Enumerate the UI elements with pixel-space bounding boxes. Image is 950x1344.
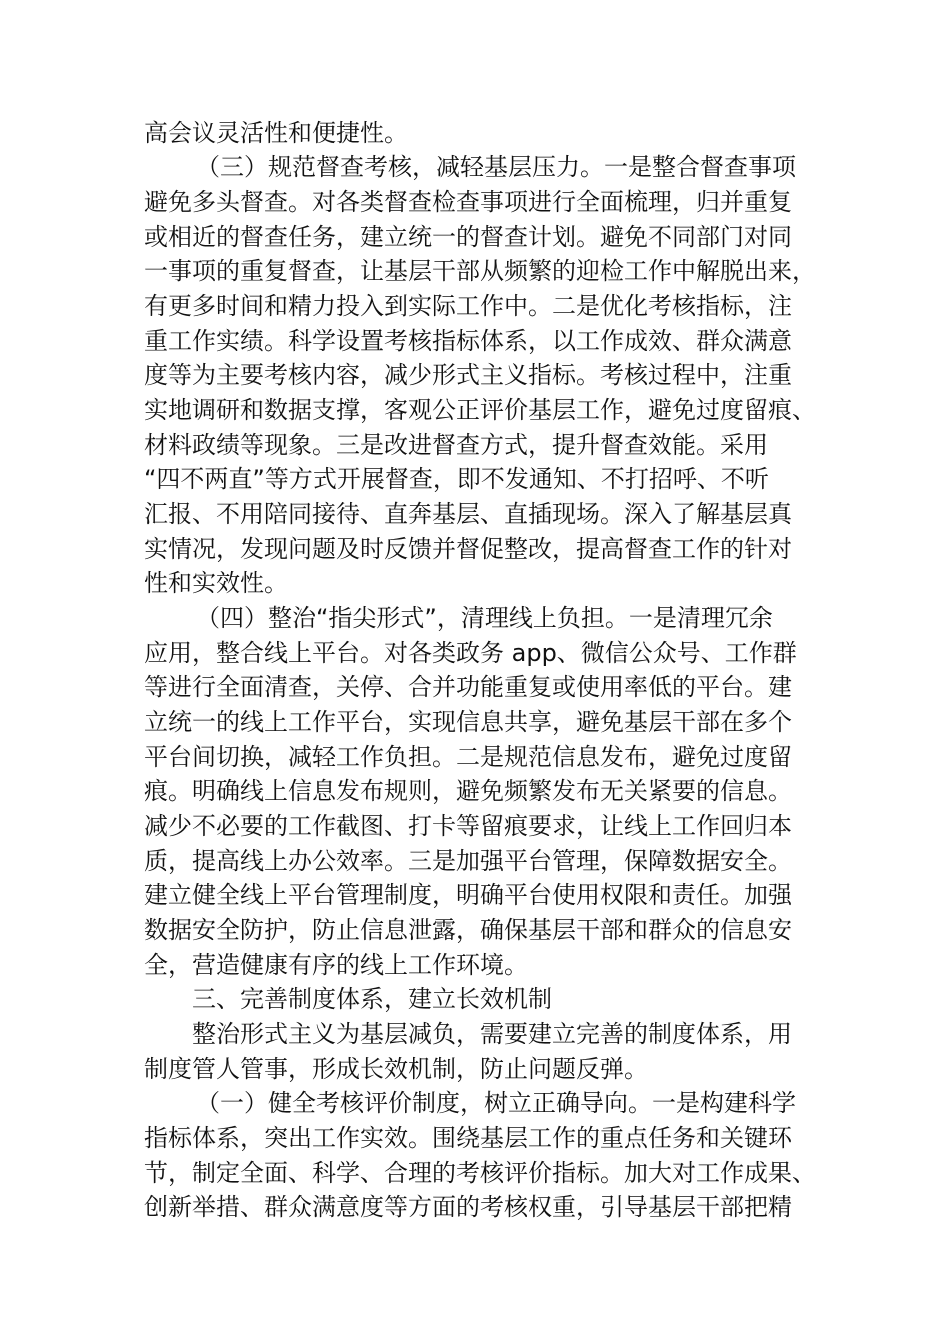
text-line: 等进行全面清查，关停、合并功能重复或使用率低的平台。建 [144, 673, 792, 701]
text-line: 实情况，发现问题及时反馈并督促整改，提高督查工作的针对 [144, 535, 792, 563]
text-line: 指标体系，突出工作实效。围绕基层工作的重点任务和关键环 [144, 1124, 792, 1152]
text-line: 全，营造健康有序的线上工作环境。 [144, 951, 528, 979]
text-line: 创新举措、群众满意度等方面的考核权重，引导基层干部把精 [144, 1193, 792, 1221]
text-line: 有更多时间和精力投入到实际工作中。二是优化考核指标，注 [144, 292, 792, 320]
text-line: 性和实效性。 [144, 569, 288, 597]
text-line: 整治形式主义为基层减负，需要建立完善的制度体系，用 [192, 1020, 792, 1048]
text-line: 重工作实绩。科学设置考核指标体系，以工作成效、群众满意 [144, 327, 792, 355]
text-line: 或相近的督查任务，建立统一的督查计划。避免不同部门对同 [144, 223, 792, 251]
text-line: 平台间切换，减轻工作负担。二是规范信息发布，避免过度留 [144, 743, 792, 771]
section-3-heading-line: （三）规范督查考核，减轻基层压力。一是整合督查事项 [196, 153, 796, 181]
text-line: 减少不必要的工作截图、打卡等留痕要求，让线上工作回归本 [144, 812, 792, 840]
text-line: 节，制定全面、科学、合理的考核评价指标。加大对工作成果、 [144, 1159, 816, 1187]
text-line: 制度管人管事，形成长效机制，防止问题反弹。 [144, 1055, 648, 1083]
text-line: 质，提高线上办公效率。三是加强平台管理，保障数据安全。 [144, 847, 792, 875]
text-line: 材料政绩等现象。三是改进督查方式，提升督查效能。采用 [144, 431, 768, 459]
text-line: 数据安全防护，防止信息泄露，确保基层干部和群众的信息安 [144, 916, 792, 944]
subsection-1-heading-line: （一）健全考核评价制度，树立正确导向。一是构建科学 [196, 1089, 796, 1117]
chapter-3-heading: 三、完善制度体系，建立长效机制 [192, 985, 552, 1013]
section-4-heading-line: （四）整治“指尖形式”，清理线上负担。一是清理冗余 [196, 604, 773, 632]
text-line: “四不两直”等方式开展督查，即不发通知、不打招呼、不听 [144, 465, 769, 493]
text-line: 实地调研和数据支撑，客观公正评价基层工作，避免过度留痕、 [144, 396, 816, 424]
text-line: 建立健全线上平台管理制度，明确平台使用权限和责任。加强 [144, 881, 792, 909]
text-line: 高会议灵活性和便捷性。 [144, 119, 408, 147]
text-line: 汇报、不用陪同接待、直奔基层、直插现场。深入了解基层真 [144, 500, 792, 528]
text-line: 立统一的线上工作平台，实现信息共享，避免基层干部在多个 [144, 708, 792, 736]
text-line: 应用，整合线上平台。对各类政务 app、微信公众号、工作群 [144, 639, 797, 667]
text-line: 度等为主要考核内容，减少形式主义指标。考核过程中，注重 [144, 361, 792, 389]
text-line: 痕。明确线上信息发布规则，避免频繁发布无关紧要的信息。 [144, 777, 792, 805]
text-line: 一事项的重复督查，让基层干部从频繁的迎检工作中解脱出来， [144, 257, 816, 285]
text-line: 避免多头督查。对各类督查检查事项进行全面梳理，归并重复 [144, 188, 792, 216]
